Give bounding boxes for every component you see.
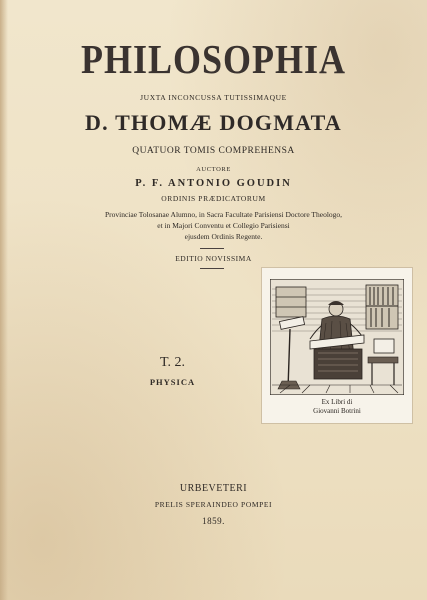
order-line: ORDINIS PRÆDICATORUM bbox=[161, 194, 266, 203]
bookplate-owner: Giovanni Botrini bbox=[313, 407, 361, 415]
subtitle: JUXTA INCONCUSSA TUTISSIMAQUE bbox=[140, 93, 287, 102]
book-title: PHILOSOPHIA bbox=[80, 36, 347, 82]
dogmata-heading: D. THOMÆ DOGMATA bbox=[85, 110, 342, 135]
author-credentials-line-3: ejusdem Ordinis Regente. bbox=[184, 232, 263, 241]
bookplate bbox=[262, 268, 412, 423]
scholar-engraving-icon bbox=[270, 279, 404, 395]
tome-number: T. 2. bbox=[159, 355, 185, 370]
imprint-year: 1859. bbox=[202, 516, 225, 526]
volume-subject: PHYSICA bbox=[149, 377, 196, 387]
author-credentials-line-2: et in Majori Conventu et Collegio Parisiensi bbox=[157, 221, 290, 230]
imprint-city: URBEVETERI bbox=[179, 483, 248, 494]
imprint-printer: PRELIS SPERAINDEO POMPEI bbox=[154, 500, 273, 509]
page-edge-shadow bbox=[0, 0, 8, 600]
author-name: P. F. ANTONIO GOUDIN bbox=[135, 178, 292, 189]
divider-rule bbox=[200, 268, 224, 269]
quatuor-line: QUATUOR TOMIS COMPREHENSA bbox=[132, 146, 295, 156]
edition-line: EDITIO NOVISSIMA bbox=[175, 254, 252, 263]
auctore-label: AUCTORE bbox=[196, 166, 231, 173]
divider-rule bbox=[200, 248, 224, 249]
author-credentials-line-1: Provinciae Tolosanae Alumno, in Sacra Facultate Parisiensi Doctore Theologo, bbox=[104, 210, 343, 219]
bookplate-ex-libris: Ex Libri di bbox=[321, 398, 353, 406]
